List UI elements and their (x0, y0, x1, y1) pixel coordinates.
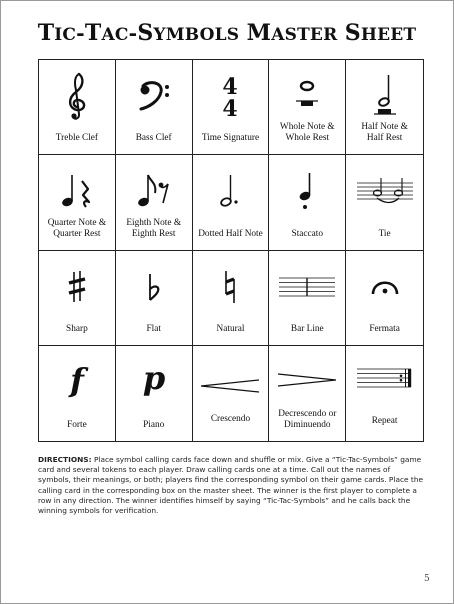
page-number: 5 (424, 574, 430, 584)
treble-clef-icon (39, 68, 115, 124)
cell-half-note (346, 60, 423, 155)
cell-label: Bass Clef (135, 133, 172, 144)
page-title: TIC-TAC-SYMBOLS MASTER SHEET (37, 20, 417, 46)
time-sig-denominator: 4 (222, 96, 239, 122)
sharp-icon (39, 259, 115, 315)
bar-line-icon (269, 259, 345, 315)
flat-icon (116, 259, 192, 315)
cell-label: Time Signature (201, 133, 260, 144)
eighth-note-rest-icon (116, 163, 192, 219)
repeat-icon (346, 350, 423, 406)
natural-icon (193, 259, 269, 315)
whole-note-rest-icon (269, 68, 345, 124)
cell-label: Decrescendo or Diminuendo (278, 409, 337, 430)
cell-time-signature (193, 60, 270, 155)
cell-label: Treble Clef (55, 133, 99, 144)
cell-label: Tie (378, 228, 391, 239)
cell-label: Quarter Note & Quarter Rest (47, 217, 107, 239)
bass-clef-icon (116, 68, 192, 124)
cell-label: Forte (67, 420, 87, 430)
staccato-icon (269, 163, 345, 219)
forte-glyph: f (70, 360, 84, 399)
quarter-note-rest-icon (39, 163, 115, 219)
cell-staccato (269, 155, 346, 250)
cell-label: Fermata (369, 323, 400, 334)
cell-treble-clef (39, 60, 116, 155)
cell-bass-clef (116, 60, 193, 155)
cell-flat (116, 251, 193, 346)
directions-text: Place symbol calling cards face down and shuffle or mix. Give a “Tic-Tac-Symbols” game card and several tokens to each player. Draw calling cards one at a time. Call out the names of symbols, their meanings, or both; players find the corresponding symbol on their game cards. Place the calling card in the corresponding box on the master sheet. The winner is the first player to complete a row in any direction. The winner identifies himself by saying “Tic-Tac-Symbols” and he calls back the winning symbols for verification. (38, 455, 424, 516)
cell-dotted-half-note (193, 155, 270, 250)
cell-repeat (346, 346, 423, 441)
cell-bar-line (269, 251, 346, 346)
piano-icon (116, 354, 192, 410)
cell-label: Repeat (371, 416, 398, 426)
cell-label: Half Note & Half Rest (361, 122, 408, 144)
cell-forte (39, 346, 116, 441)
cell-tie (346, 155, 423, 250)
cell-label: Bar Line (290, 323, 324, 334)
cell-decrescendo (269, 346, 346, 441)
cell-label: Dotted Half Note (198, 228, 263, 239)
cell-piano (116, 346, 193, 441)
cell-natural (193, 251, 270, 346)
cell-fermata (346, 251, 423, 346)
piano-glyph: p (142, 358, 165, 397)
directions-paragraph (38, 455, 424, 516)
half-note-rest-icon (346, 68, 423, 124)
crescendo-icon (193, 358, 269, 414)
cell-label: Flat (146, 323, 161, 334)
cell-label: Natural (216, 323, 245, 334)
cell-label: Whole Note & Whole Rest (279, 122, 335, 144)
forte-icon (39, 354, 115, 410)
time-signature-icon (193, 68, 269, 124)
cell-crescendo (193, 346, 270, 441)
tie-icon (346, 163, 423, 219)
decrescendo-icon (269, 352, 345, 408)
cell-whole-note (269, 60, 346, 155)
cell-quarter-note (39, 155, 116, 250)
cell-eighth-note (116, 155, 193, 250)
time-sig-numerator: 4 (222, 74, 239, 100)
cell-label: Staccato (291, 228, 324, 239)
dotted-half-note-icon (193, 163, 269, 219)
cell-label: Piano (143, 420, 165, 430)
fermata-icon (346, 259, 423, 315)
cell-label: Crescendo (210, 414, 251, 424)
cell-sharp (39, 251, 116, 346)
symbol-grid (38, 59, 424, 442)
cell-label: Eighth Note & Eighth Rest (126, 217, 182, 239)
cell-label: Sharp (66, 323, 88, 334)
directions-heading: DIRECTIONS: (38, 455, 92, 464)
